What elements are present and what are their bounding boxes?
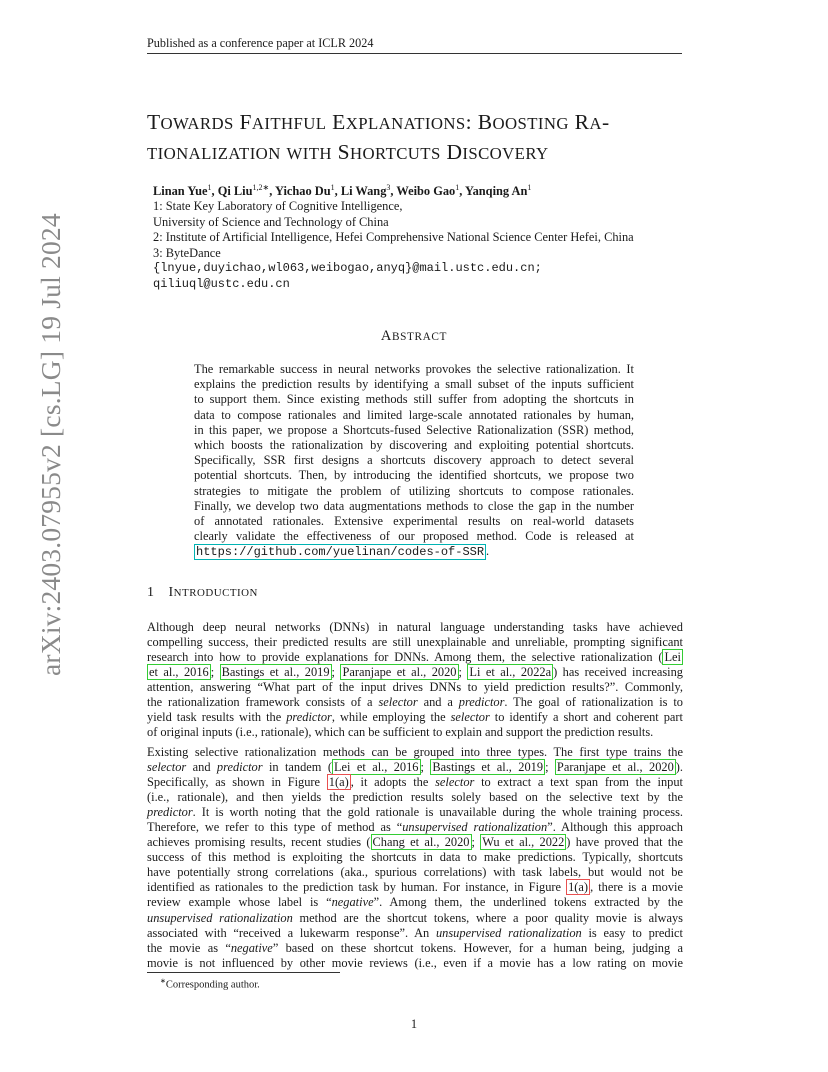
affiliations (153, 199, 634, 292)
paragraph-line: et al., 2016 ; Bastings et al., 2019 ; Paranjape et al., 2020 ; Li et al., 2022a ) has received increasing (149, 665, 683, 680)
email-line: {lnyue,duyichao,wl063,weibogao,anyq}@mail.ustc.edu.cn; (153, 261, 542, 275)
author-name: Qi Liu (217, 184, 253, 199)
section-title: INTRODUCTION (168, 585, 258, 600)
code-link[interactable]: https://github.com/yuelinan/codes-of-SSR (196, 545, 485, 560)
footnote (160, 977, 260, 991)
author-affiliation-mark: 1 (207, 183, 212, 192)
paragraph-line: unsupervised rationalization method are the shortcut tokens, where a poor quality movie is always (147, 910, 683, 925)
paragraph-line: review example whose label is “negative”. Among them, the underlined tokens extracted by the (147, 895, 683, 910)
abstract-heading: ABSTRACT (380, 328, 448, 344)
citation-link[interactable]: Bastings et al., 2019 (221, 665, 330, 680)
abstract-line: clearly validate the effectiveness of our proposed method. Code is released at (194, 529, 634, 544)
paragraph-line: achieves promising results, recent studies ( Chang et al., 2020 ; Wu et al., 2022 ) have proved that the (147, 835, 683, 850)
title-line-1: TOWARDS FAITHFUL EXPLANATIONS: BOOSTING RA- (147, 110, 610, 134)
page-number: 1 (410, 1017, 418, 1031)
abstract-line: which boosts the rationalization by discovering and exploiting potential shortcuts. (194, 438, 634, 453)
author-affiliation-mark: 1 (455, 183, 460, 192)
paragraph-1 (147, 620, 683, 740)
paragraph-line: the rationalization framework consists of a selector and a predictor. The goal of rationalization is to (147, 695, 683, 710)
paragraph-line: selector and predictor in tandem ( Lei et al., 2016 ; Bastings et al., 2019 ; Paranjape et al., 2020 ). (147, 760, 684, 775)
citation-link[interactable]: Paranjape et al., 2020 (556, 760, 674, 775)
abstract-line: Specifically, SSR first designs a shortcuts discovery approach to detect several (194, 453, 634, 468)
paragraph-line: of original inputs (i.e., rationale), which can be sufficient to explain and support the prediction results. (147, 725, 654, 740)
section-heading (147, 585, 258, 601)
citation-link[interactable]: Bastings et al., 2019 (432, 760, 544, 775)
paragraph-line: associated with “received a lukewarm response”. An unsupervised rationalization is easy to predict (147, 925, 683, 940)
author-affiliation-mark: 1 (527, 183, 532, 192)
citation-link[interactable]: Wu et al., 2022 (482, 835, 565, 850)
abstract-line: Finally, we develop two data augmentations methods to close the gap in the number (194, 498, 634, 513)
paragraph-line: success of this method is exploiting the shortcuts in data to make predictions. Typically, shortcuts (147, 850, 683, 865)
abstract-line: to support them. Since existing methods still suffer from adopting the shortcuts in (194, 392, 634, 407)
author-name: Yichao Du (274, 184, 331, 199)
paragraph-line: attention, answering “What part of the input drives DNNs to yield prediction results?”. Commonly, (147, 680, 683, 695)
affiliation-line: 2: Institute of Artificial Intelligence, Hefei Comprehensive National Science Center Hefei, China (153, 230, 634, 244)
paper-title (147, 108, 687, 168)
title-line-2: TIONALIZATION WITH SHORTCUTS DISCOVERY (147, 140, 549, 164)
author-name: Yanqing An (465, 184, 528, 199)
paragraph-line: Existing selective rationalization methods can be grouped into three types. The first type trains the (147, 745, 683, 759)
author-name: Linan Yue (153, 184, 208, 199)
section-number: 1 (147, 585, 155, 600)
abstract-line: of annotated rationales. Extensive experimental results on real-world datasets (194, 514, 634, 529)
header-rule (147, 53, 682, 54)
citation-link[interactable]: et al., 2016 (149, 665, 209, 680)
paragraph-line: identified as rationales to the prediction task by human. For instance, in Figure 1(a) , there is a movie (147, 880, 683, 895)
paragraph-line: predictor. It is worth noting that the gold rationale is unavailable during the whole training process. (147, 805, 683, 820)
author-name: Li Wang (340, 184, 387, 199)
abstract-line: explains the prediction results by identifying a small subset of the inputs sufficient (194, 377, 634, 392)
affiliation-line: 1: State Key Laboratory of Cognitive Intelligence, (153, 199, 403, 213)
paragraph-line: research into how to provide explanations for DNNs. Among them, the selective rationalization ( Lei (147, 650, 681, 665)
abstract-body (194, 362, 634, 561)
citation-link[interactable]: Lei et al., 2016 (333, 760, 419, 775)
abstract-line: data to compose rationales and limited large-scale annotated rationales by human, (194, 407, 634, 422)
arxiv-stamp: arXiv:2403.07955v2 [cs.LG] 19 Jul 2024 (35, 213, 66, 676)
author-affiliation-mark: 1,2∗ (252, 183, 270, 192)
paragraph-2 (147, 745, 683, 971)
affiliation-line: 3: ByteDance (153, 245, 221, 260)
figure-ref-link[interactable]: 1(a) (568, 880, 589, 895)
figure-ref-link[interactable]: 1(a) (328, 775, 349, 790)
author-affiliation-mark: 3 (386, 183, 391, 192)
abstract-line: The remarkable success in neural networks provokes the selective rationalization. It (194, 362, 634, 376)
citation-link[interactable]: Lei (664, 650, 681, 665)
citation-link[interactable]: Paranjape et al., 2020 (342, 665, 457, 680)
paragraph-line: Although deep neural networks (DNNs) in natural language understanding tasks have achieved (147, 620, 683, 634)
citation-link[interactable]: Chang et al., 2020 (372, 835, 470, 850)
affiliation-line: University of Science and Technology of China (153, 214, 389, 229)
paragraph-line: compelling success, their predicted results are still unexplainable and unreliable, prompting significant (147, 635, 683, 650)
paragraph-line: have potentially strong correlations (aka., spurious correlations) with task labels, but would not be (147, 865, 683, 880)
abstract-line: in this paper, we propose a Shortcuts-fused Selective Rationalization (SSR) method, (194, 422, 634, 437)
citation-link[interactable]: Li et al., 2022a (469, 665, 552, 680)
email-line: qiliuql@ustc.edu.cn (153, 276, 290, 291)
abstract-code-line: https://github.com/yuelinan/codes-of-SSR . (196, 544, 490, 560)
paragraph-line: the movie as “negative” based on these shortcut tokens. However, for a human being, judging a (147, 940, 683, 955)
footnote-text: Corresponding author. (165, 979, 260, 991)
author-affiliation-mark: 1 (330, 183, 335, 192)
footnote-rule (147, 972, 340, 973)
paragraph-line: movie is not influenced by other movie reviews (i.e., even if a movie has a low rating on movie (147, 955, 683, 970)
author-name: Weibo Gao (396, 184, 456, 199)
abstract-line: potential shortcuts. Then, by introducing the identified shortcuts, we propose two (194, 468, 634, 483)
footnote-mark: ∗ (160, 977, 166, 985)
paragraph-line: Therefore, we refer to this type of method as “unsupervised rationalization”. Although this approach (147, 820, 683, 835)
paragraph-line: Specifically, as shown in Figure 1(a) , it adopts the selector to extract a text span from the input (147, 775, 683, 790)
running-header: Published as a conference paper at ICLR 2024 (147, 36, 374, 50)
abstract-line: strategies to mitigate the problem of utilizing shortcuts to compose rationales. (194, 483, 634, 498)
paragraph-line: yield task results with the predictor, while employing the selector to identify a short and coherent part (147, 710, 683, 725)
author-list: Linan Yue$^1$, Qi Liu$^{1,2∗}$, Yichao Du$^1$, Li Wang$^3$, Weibo Gao$^1$, Yanqing An$^1$ (153, 183, 532, 199)
paragraph-line: (i.e., rationale), and then yields the prediction results solely based on the selective text by the (147, 790, 683, 805)
